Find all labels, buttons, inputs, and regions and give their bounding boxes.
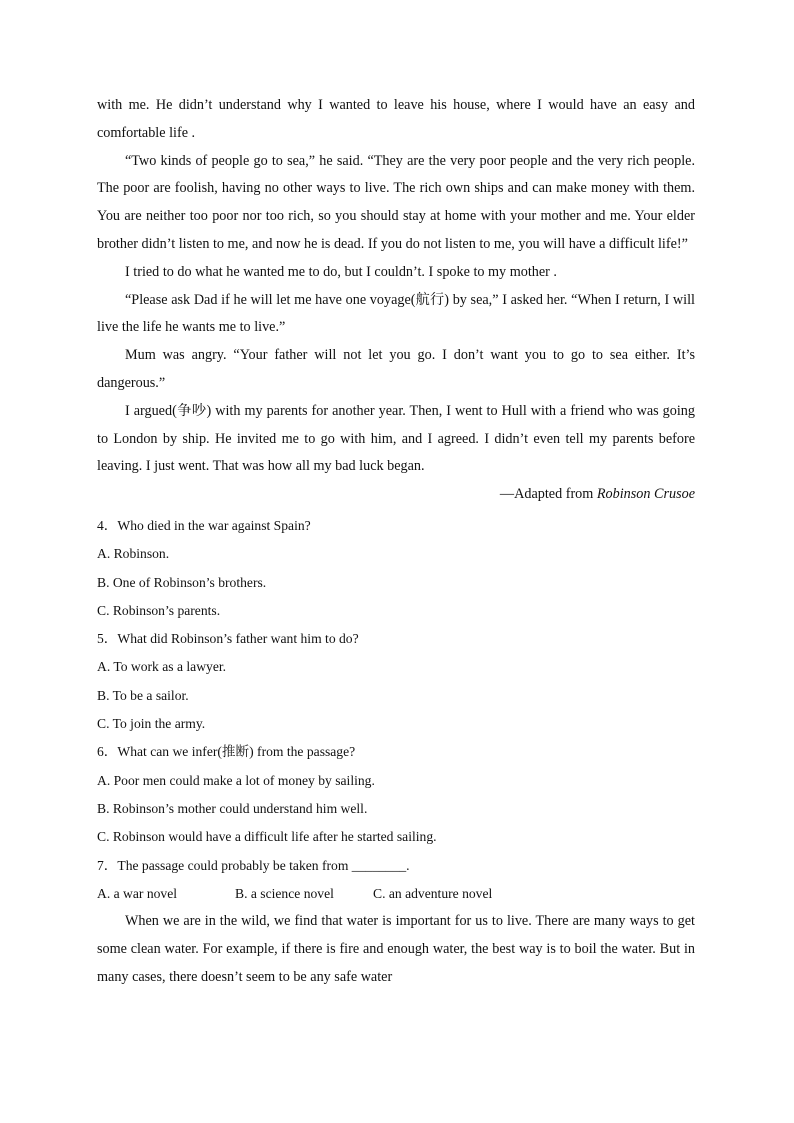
- question-stem: 7．The passage could probably be taken from ________.: [97, 857, 410, 873]
- question-stem: 5．What did Robinson’s father want him to do?: [97, 631, 359, 647]
- source-title: Robinson Crusoe: [596, 486, 695, 503]
- passage-paragraph-1: with me. He didn’t understand why I wanted to leave his house, where I would have an easy and comfortable life .: [97, 97, 695, 141]
- option-a: A. Robinson.: [97, 546, 170, 562]
- question-7: [97, 852, 695, 909]
- option-c: C. To join the army.: [97, 716, 206, 732]
- document-page: [97, 92, 695, 992]
- option-c: C. Robinson would have a difficult life after he started sailing.: [97, 829, 437, 845]
- next-passage-paragraph: When we are in the wild, we find that water is important for us to live. There are many ways to get some clean water. For example, if there is fire and enough water, the best way is to boil the water. But in many cases, there doesn’t seem to be any safe water: [97, 913, 695, 985]
- options-row: [97, 880, 695, 908]
- option-c: C. an adventure novel: [373, 885, 493, 901]
- option-a: A. Poor men could make a lot of money by sailing.: [97, 772, 375, 788]
- passage-paragraph-2: “Two kinds of people go to sea,” he said. “They are the very poor people and the very rich people. The poor are foolish, having no other ways to live. The rich own ships and can make money with them. You are neither too poor nor too rich, so you should stay at home with your mother and me. Your elder brother didn’t listen to me, and now he is dead. If you do not listen to me, you will have a difficult life!”: [97, 152, 695, 252]
- question-5: [97, 625, 695, 738]
- option-b: B. a science novel: [235, 885, 334, 901]
- question-stem: 4．Who died in the war against Spain?: [97, 517, 311, 533]
- option-b: B. Robinson’s mother could understand him well.: [97, 800, 368, 816]
- option-b: B. One of Robinson’s brothers.: [97, 574, 267, 590]
- passage-source: [97, 481, 695, 509]
- option-a: A. To work as a lawyer.: [97, 659, 227, 675]
- passage-paragraph-4: “Please ask Dad if he will let me have one voyage(航行) by sea,” I asked her. “When I return, I will live the life he wants me to live.”: [97, 291, 695, 336]
- question-6: [97, 738, 695, 851]
- option-c: C. Robinson’s parents.: [97, 602, 221, 618]
- passage-paragraph-5: Mum was angry. “Your father will not let you go. I don’t want you to go to sea either. It’s dangerous.”: [97, 347, 695, 391]
- question-4: [97, 512, 695, 625]
- question-stem: 6．What can we infer(推断) from the passage?: [97, 744, 356, 760]
- option-b: B. To be a sailor.: [97, 687, 189, 703]
- passage-paragraph-6: I argued(争吵) with my parents for another year. Then, I went to Hull with a friend who was going to London by ship. He invited me to go with him, and I agreed. I didn’t even tell my parents before leaving. I just went. That was how all my bad luck began.: [97, 402, 695, 475]
- source-prefix: —Adapted from: [499, 486, 597, 503]
- option-a: A. a war novel: [97, 885, 178, 901]
- passage-paragraph-3: I tried to do what he wanted me to do, but I couldn’t. I spoke to my mother .: [125, 263, 557, 280]
